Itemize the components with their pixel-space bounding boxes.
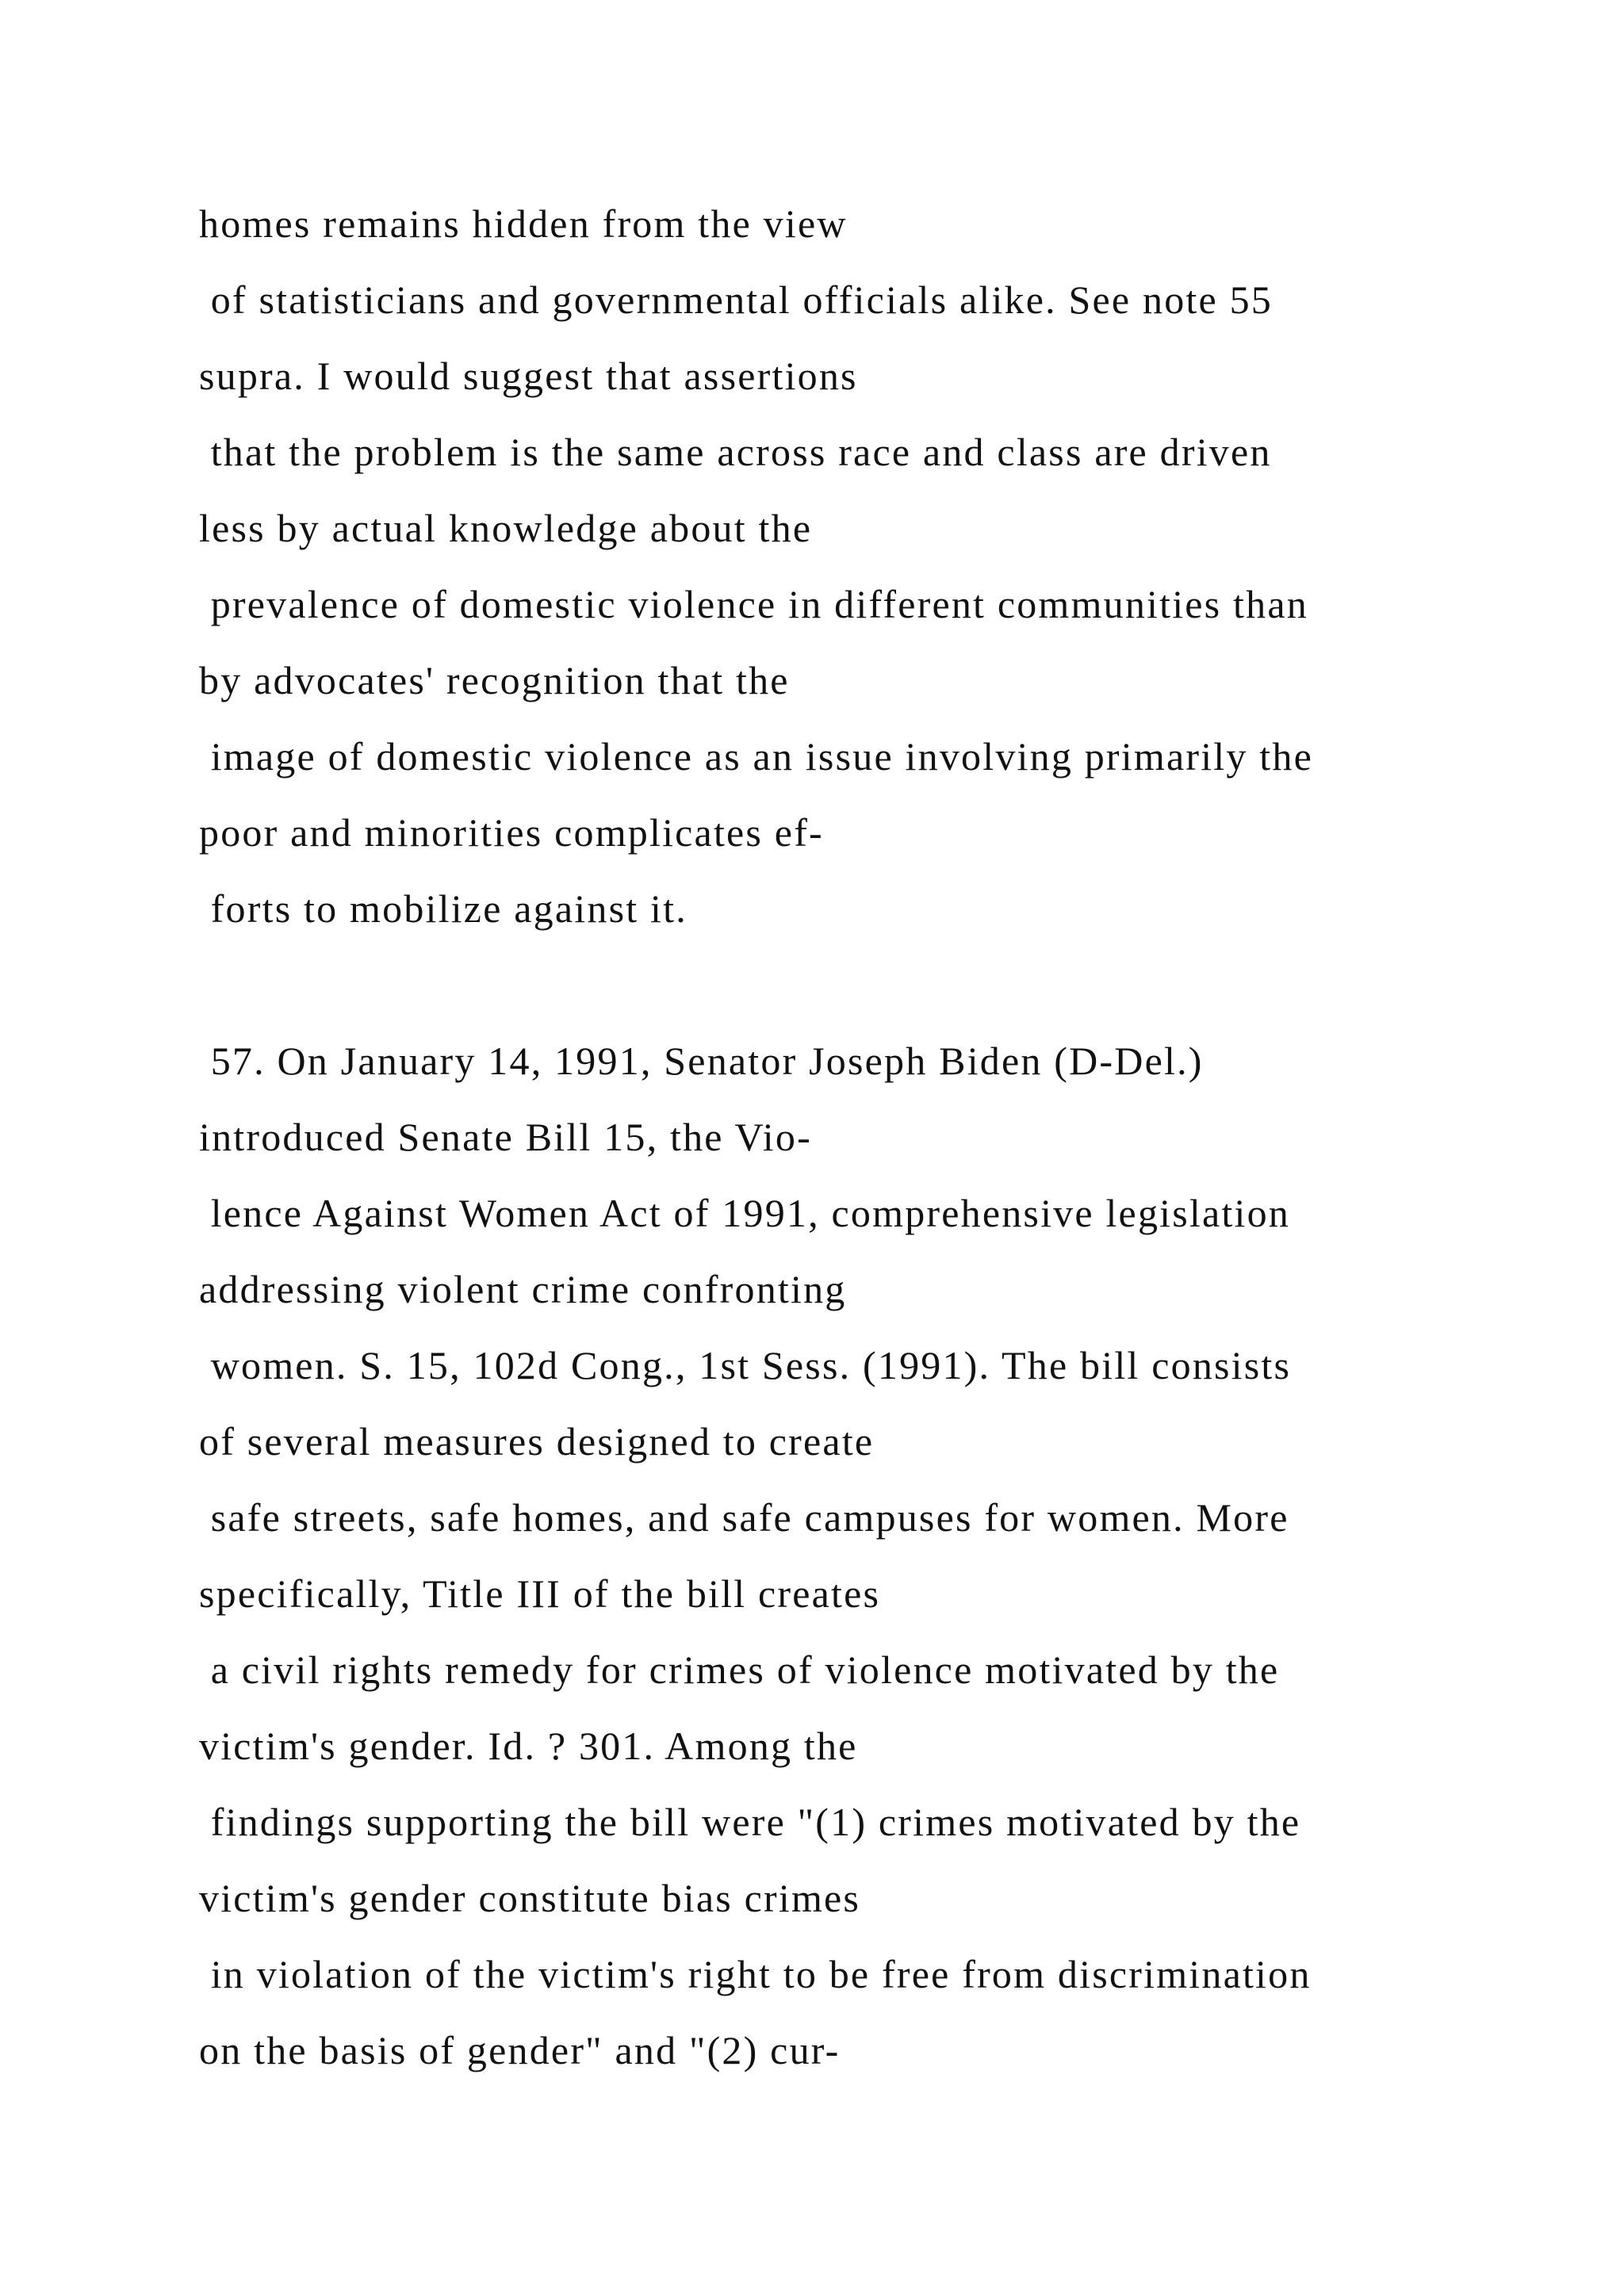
footnote-line: of several measures designed to create: [199, 1419, 875, 1464]
footnote-line: lence Against Women Act of 1991, comprehensive legislation: [199, 1191, 1290, 1235]
text-line: of statisticians and governmental officials alike. See note 55: [199, 277, 1274, 322]
text-line: forts to mobilize against it.: [199, 886, 688, 931]
text-line: prevalence of domestic violence in different communities than: [199, 582, 1308, 626]
footnote-line: victim's gender constitute bias crimes: [199, 1876, 861, 1920]
footnote-line: introduced Senate Bill 15, the Vio-: [199, 1115, 812, 1159]
text-line: that the problem is the same across race and class are driven: [199, 430, 1272, 474]
footnote-line: findings supporting the bill were "(1) crimes motivated by the: [199, 1800, 1301, 1844]
footnote-line: addressing violent crime confronting: [199, 1267, 847, 1311]
text-line: poor and minorities complicates ef-: [199, 810, 824, 855]
footnote-line: 57. On January 14, 1991, Senator Joseph Biden (D-Del.): [199, 1039, 1204, 1083]
footnote-line: victim's gender. Id. ? 301. Among the: [199, 1724, 858, 1768]
text-line: image of domestic violence as an issue involving primarily the: [199, 734, 1313, 779]
footnote-line: a civil rights remedy for crimes of violence motivated by the: [199, 1647, 1280, 1692]
text-line: supra. I would suggest that assertions: [199, 354, 858, 398]
text-line: homes remains hidden from the view: [199, 201, 848, 246]
text-line: by advocates' recognition that the: [199, 658, 790, 702]
footnote-line: on the basis of gender" and "(2) cur-: [199, 2028, 841, 2072]
footnote-line: safe streets, safe homes, and safe campuses for women. More: [199, 1495, 1289, 1540]
text-line: less by actual knowledge about the: [199, 506, 813, 550]
footnote-line: specifically, Title III of the bill creates: [199, 1571, 881, 1616]
footnote-line: women. S. 15, 102d Cong., 1st Sess. (1991). The bill consists: [199, 1343, 1292, 1387]
footnote-line: in violation of the victim's right to be free from discrimination: [199, 1952, 1312, 1996]
